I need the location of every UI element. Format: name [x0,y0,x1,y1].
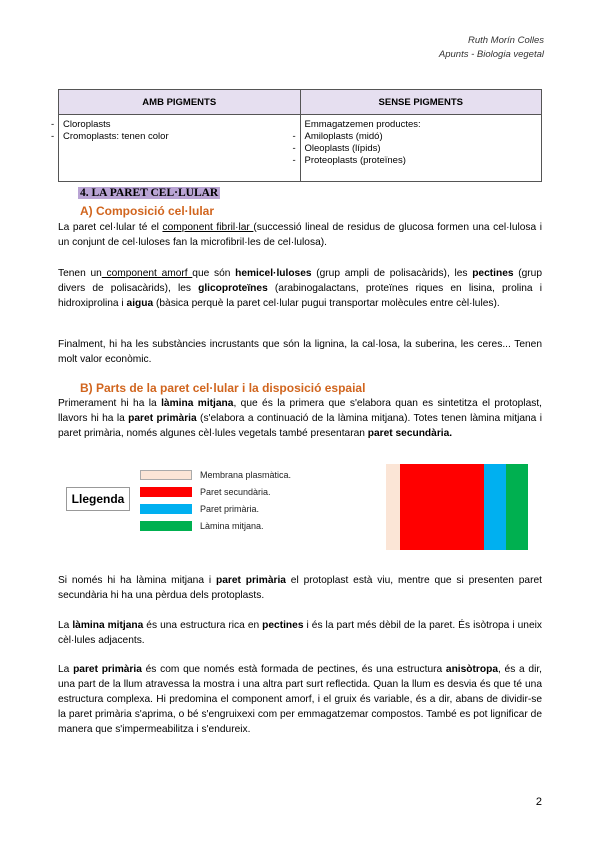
list-item: - Oleoplasts (lípids) [305,143,542,155]
table-cell-without-pigments [300,115,542,182]
storage-intro: Emmagatzemen productes: [304,119,421,130]
pigments-table [58,89,542,182]
legend-swatch-secondary [140,487,192,497]
layer-primary-wall [484,464,506,550]
page-number: 2 [535,796,542,808]
paragraph-layers: Primerament hi ha la làmina mitjana, que és la primera que s'elabora quan es sintetitza el protoplast, llavors hi ha la paret primària (s'elabora a continuació de la làmina mitjana). Totes tenen làmina mitjana i paret primària, només algunes cèl·lules vegetals també presentaran paret secundària. [58,398,542,439]
layer-secondary-wall [400,464,484,550]
legend-swatch-middle [140,521,192,531]
legend-swatch-membrane [140,470,192,480]
author-name: Ruth Morín Colles [467,35,544,46]
legend-label-primary: Paret primària. [200,504,260,514]
list-item: - Cloroplasts [63,119,300,131]
paragraph-amorphous: Tenen un component amorf que són hemicel·luloses (grup ampli de polisacàrids), les pectines (grup divers de polisacàrids), les glicoproteïnes (arabinogalactans, proteïnes riques en lisina, prolina i hidroxiprolina i aigua (bàsica perquè la paret cel·lular pugui transportar molècules entre cèl·lules). [58,268,543,309]
layer-membrane [386,464,400,550]
list-item: - Amiloplasts (midó) [305,131,542,143]
legend-title: Llegenda [66,487,130,511]
table-header-without-pigments: SENSE PIGMENTS [300,90,542,115]
legend-swatch-primary [140,504,192,514]
subsection-a-title: A) Composició cel·lular [80,204,215,218]
table-cell-with-pigments [59,115,301,182]
layer-middle-lamella [506,464,528,550]
page-header [439,34,544,62]
subsection-b-title: B) Parts de la paret cel·lular i la disposició espaial [80,381,366,395]
legend-label-secondary: Paret secundària. [200,487,271,497]
paragraph-primary-wall: La paret primària és com que només està formada de pectines, és una estructura anisòtropa, és a dir, una part de la llum atravessa la mostra i una altra part surt reflectida. Quan la llum es desvia és que té una estructura complexa. Hi predomina el component amorf, i el gruix és variable, és a dir, abans de dividir-se la paret primària s'aprima, o bé s'engruixexi com per emmagatzemar compostos. També es pot lignificar de manera que s'impermeabilitza i s'endureix. [58,664,542,735]
legend-label-membrane: Membrana plasmàtica. [200,470,292,480]
paragraph-fibrillar: La paret cel·lular té el component fibril·lar (successió lineal de residus de glucosa formen una cel·lulosa i un conjunt de cel·luloses fan la microfibril·les de cel·lulosa). [58,222,542,248]
table-header-with-pigments: AMB PIGMENTS [59,90,301,115]
legend-label-middle: Làmina mitjana. [200,521,264,531]
paragraph-protoplast: Si només hi ha làmina mitjana i paret primària el protoplast està viu, mentre que si presenten paret secundària hi ha una pèrdua dels protoplasts. [58,575,542,601]
list-item: - Cromoplasts: tenen color [63,131,300,143]
paragraph-middle-lamella: La làmina mitjana és una estructura rica en pectines i és la part més dèbil de la paret. És isòtropa i uneix cèl·lules adjacents. [58,620,542,646]
list-item: - Proteoplasts (proteïnes) [305,155,542,167]
paragraph-incrusting: Finalment, hi ha les substàncies incrustants que són la lignina, la cal·losa, la suberina, les ceres... Tenen molt valor econòmic. [58,339,542,365]
header-subtitle: Apunts - Biologia vegetal [438,49,544,60]
section-title: 4. LA PARET CEL·LULAR [80,187,219,199]
